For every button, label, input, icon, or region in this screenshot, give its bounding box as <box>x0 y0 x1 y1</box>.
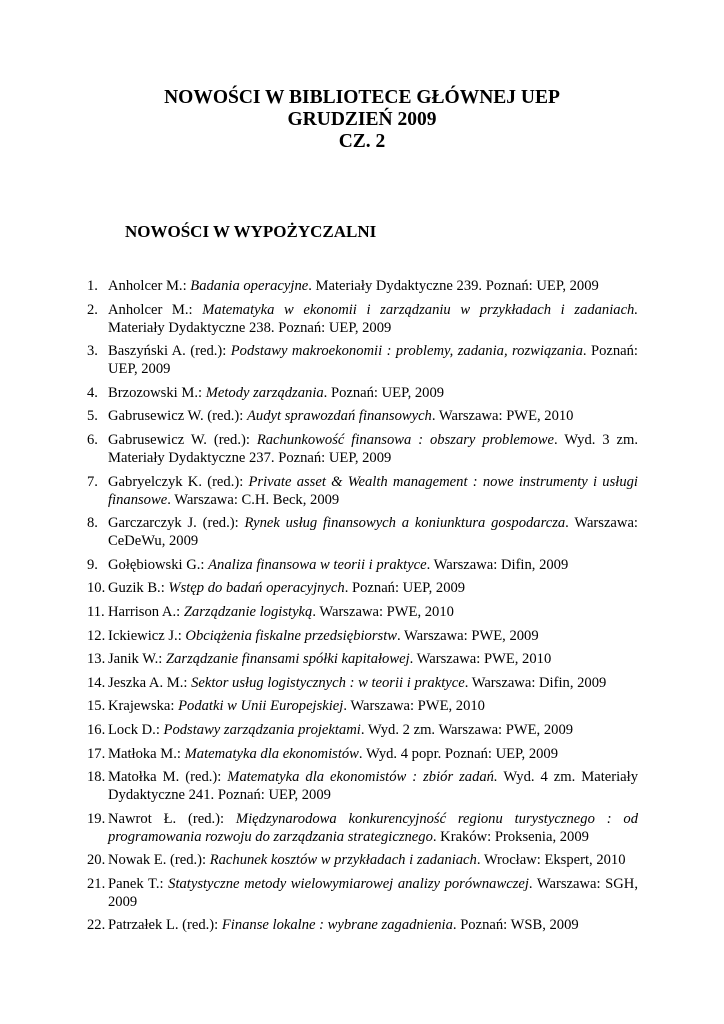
list-item <box>87 556 638 574</box>
item-author: Anholcer M.: <box>108 301 203 318</box>
item-title: Rachunkowość finansowa : obszary problemowe <box>256 431 554 448</box>
list-item <box>87 603 638 621</box>
item-details: . Warszawa: CeDeWu, 2009 <box>108 515 638 550</box>
item-title: Podstawy zarządzania projektami <box>163 721 361 738</box>
item-title: Finanse lokalne : wybrane zagadnienia <box>221 917 453 934</box>
item-author: Matłoka M.: <box>108 745 185 762</box>
item-author: Matołka M. (red.): <box>108 769 228 786</box>
item-title: Rynek usług finansowych a koniunktura gospodarcza <box>244 515 566 532</box>
item-text <box>108 697 638 715</box>
item-details: . Kraków: Proksenia, 2009 <box>432 828 589 845</box>
item-author: Gołębiowski G.: <box>108 556 209 573</box>
item-text <box>108 342 638 378</box>
item-number: 7. <box>87 473 98 490</box>
title-line-2: GRUDZIEŃ 2009 <box>287 109 437 130</box>
item-text <box>108 916 638 934</box>
list-item <box>87 342 638 378</box>
item-author: Garczarczyk J. (red.): <box>108 515 245 532</box>
item-title: Zarządzanie finansami spółki kapitałowej <box>165 651 410 668</box>
item-details: Wyd. 4 zm. Materiały Dydaktyczne 241. Poznań: UEP, 2009 <box>108 769 638 804</box>
list-item <box>87 407 638 425</box>
item-details: . Warszawa: PWE, 2009 <box>397 627 539 644</box>
item-details: . Warszawa: PWE, 2010 <box>431 408 574 425</box>
list-item <box>87 514 638 550</box>
item-author: Gabrusewicz W. (red.): <box>108 408 247 425</box>
item-number: 13. <box>87 651 106 668</box>
item-number: 12. <box>87 627 106 644</box>
item-title: Metody zarządzania <box>205 384 324 401</box>
item-number: 14. <box>87 674 106 691</box>
list-item <box>87 627 638 645</box>
item-details: . Materiały Dydaktyczne 239. Poznań: UEP, 2009 <box>308 278 599 294</box>
item-author: Ickiewicz J.: <box>108 627 186 644</box>
item-details: . Warszawa: PWE, 2010 <box>343 698 485 715</box>
item-number: 4. <box>87 384 98 401</box>
item-details: . Poznań: UEP, 2009 <box>108 343 638 378</box>
title-line-3: CZ. 2 <box>338 131 386 152</box>
item-details: . Warszawa: Difin, 2009 <box>426 556 569 573</box>
list-item <box>87 745 638 763</box>
item-author: Panek T.: <box>108 875 169 892</box>
list-item <box>87 768 638 804</box>
item-number: 10. <box>87 580 106 597</box>
item-text <box>108 431 638 467</box>
item-title: Podatki w Unii Europejskiej <box>178 698 344 715</box>
item-details: . Warszawa: Difin, 2009 <box>464 674 607 691</box>
item-title: Międzynarodowa konkurencyjność regionu turystycznego : od programowania rozwoju do zarządzania strategicznego <box>108 810 638 845</box>
item-text <box>108 627 638 645</box>
item-details: . Warszawa: SGH, 2009 <box>108 875 638 910</box>
item-number: 22. <box>87 917 106 934</box>
item-number: 6. <box>87 431 98 448</box>
list-item <box>87 579 638 597</box>
item-author: Gabrusewicz W. (red.): <box>108 431 257 448</box>
item-title: Rachunek kosztów w przykładach i zadaniach <box>209 852 477 869</box>
item-text <box>108 277 638 295</box>
item-text <box>108 674 638 692</box>
item-text <box>108 768 638 804</box>
item-text <box>108 514 638 550</box>
item-details: . Warszawa: C.H. Beck, 2009 <box>167 491 340 508</box>
item-number: 1. <box>87 278 98 294</box>
item-details: . Poznań: WSB, 2009 <box>452 917 579 934</box>
item-number: 21. <box>87 875 106 892</box>
item-text <box>108 473 638 509</box>
item-details: . Wyd. 4 popr. Poznań: UEP, 2009 <box>358 745 559 762</box>
item-text <box>108 603 638 621</box>
item-details: . Poznań: UEP, 2009 <box>344 580 466 597</box>
item-author: Janik W.: <box>108 651 166 668</box>
item-author: Anholcer M.: <box>108 278 191 294</box>
list-item <box>87 473 638 509</box>
item-number: 18. <box>87 769 106 786</box>
list-item <box>87 650 638 668</box>
item-title: Obciążenia fiskalne przedsiębiorstw <box>185 627 398 644</box>
item-text <box>108 407 638 425</box>
item-details: . Wrocław: Ekspert, 2010 <box>476 852 626 869</box>
item-number: 19. <box>87 810 106 827</box>
title-line-1: NOWOŚCI W BIBLIOTECE GŁÓWNEJ UEP <box>164 87 560 108</box>
item-number: 5. <box>87 408 98 425</box>
list-item <box>87 875 638 911</box>
item-details: . Wyd. 2 zm. Warszawa: PWE, 2009 <box>360 721 574 738</box>
item-text <box>108 745 638 763</box>
list-item <box>87 916 638 934</box>
item-details: . Wyd. 3 zm. Materiały Dydaktyczne 237. Poznań: UEP, 2009 <box>108 431 639 466</box>
item-number: 3. <box>87 343 98 360</box>
item-author: Jeszka A. M.: <box>108 674 192 691</box>
item-author: Brzozowski M.: <box>108 384 206 401</box>
item-number: 11. <box>87 603 105 620</box>
item-text <box>108 721 638 739</box>
item-author: Krajewska: <box>108 698 179 715</box>
list-item <box>87 697 638 715</box>
acquisitions-list <box>87 277 638 940</box>
item-author: Patrzałek L. (red.): <box>108 917 222 934</box>
item-author: Harrison A.: <box>108 603 184 620</box>
item-details: . Warszawa: PWE, 2010 <box>409 651 552 668</box>
item-details: . Poznań: UEP, 2009 <box>323 384 445 401</box>
item-title: Sektor usług logistycznych : w teorii i praktyce <box>191 674 465 691</box>
item-author: Guzik B.: <box>108 580 169 597</box>
item-title: Matematyka dla ekonomistów <box>184 745 359 762</box>
list-item <box>87 384 638 402</box>
list-item <box>87 810 638 846</box>
item-number: 15. <box>87 698 106 715</box>
item-title: Podstawy makroekonomii : problemy, zadania, rozwiązania <box>230 343 583 360</box>
item-author: Nowak E. (red.): <box>108 852 210 869</box>
item-details: . Warszawa: PWE, 2010 <box>312 603 454 620</box>
item-author: Baszyński A. (red.): <box>108 343 231 360</box>
item-number: 20. <box>87 852 106 869</box>
item-number: 9. <box>87 556 98 573</box>
item-text <box>108 810 638 846</box>
list-item <box>87 277 638 295</box>
item-title: Private asset & Wealth management : nowe instrumenty i usługi finansowe <box>108 473 638 508</box>
document-title <box>0 87 724 153</box>
item-title: Matematyka dla ekonomistów : zbiór zadań. <box>227 769 498 786</box>
item-title: Wstęp do badań operacyjnych <box>168 580 345 597</box>
item-title: Badania operacyjne <box>190 278 309 294</box>
list-item <box>87 301 638 337</box>
item-details: Materiały Dydaktyczne 238. Poznań: UEP, 2009 <box>108 319 392 336</box>
item-text <box>108 384 638 402</box>
item-text <box>108 875 638 911</box>
item-number: 2. <box>87 301 98 318</box>
list-item <box>87 674 638 692</box>
item-text <box>108 650 638 668</box>
item-title: Audyt sprawozdań finansowych <box>247 408 432 425</box>
item-author: Gabryelczyk K. (red.): <box>108 473 249 490</box>
item-number: 17. <box>87 745 106 762</box>
item-number: 8. <box>87 515 98 532</box>
list-item <box>87 721 638 739</box>
item-number: 16. <box>87 721 106 738</box>
item-title: Zarządzanie logistyką <box>183 603 313 620</box>
item-title: Analiza finansowa w teorii i praktyce <box>208 556 427 573</box>
item-text <box>108 579 638 597</box>
item-text <box>108 301 638 337</box>
item-title: Statystyczne metody wielowymiarowej analizy porównawczej <box>168 875 529 892</box>
section-heading: NOWOŚCI W WYPOŻYCZALNI <box>125 222 377 241</box>
list-item <box>87 431 638 467</box>
list-item <box>87 851 638 869</box>
item-title: Matematyka w ekonomii i zarządzaniu w przykładach i zadaniach. <box>202 301 638 318</box>
item-text <box>108 851 638 869</box>
item-author: Lock D.: <box>108 721 164 738</box>
item-author: Nawrot Ł. (red.): <box>108 810 236 827</box>
item-text <box>108 556 638 574</box>
